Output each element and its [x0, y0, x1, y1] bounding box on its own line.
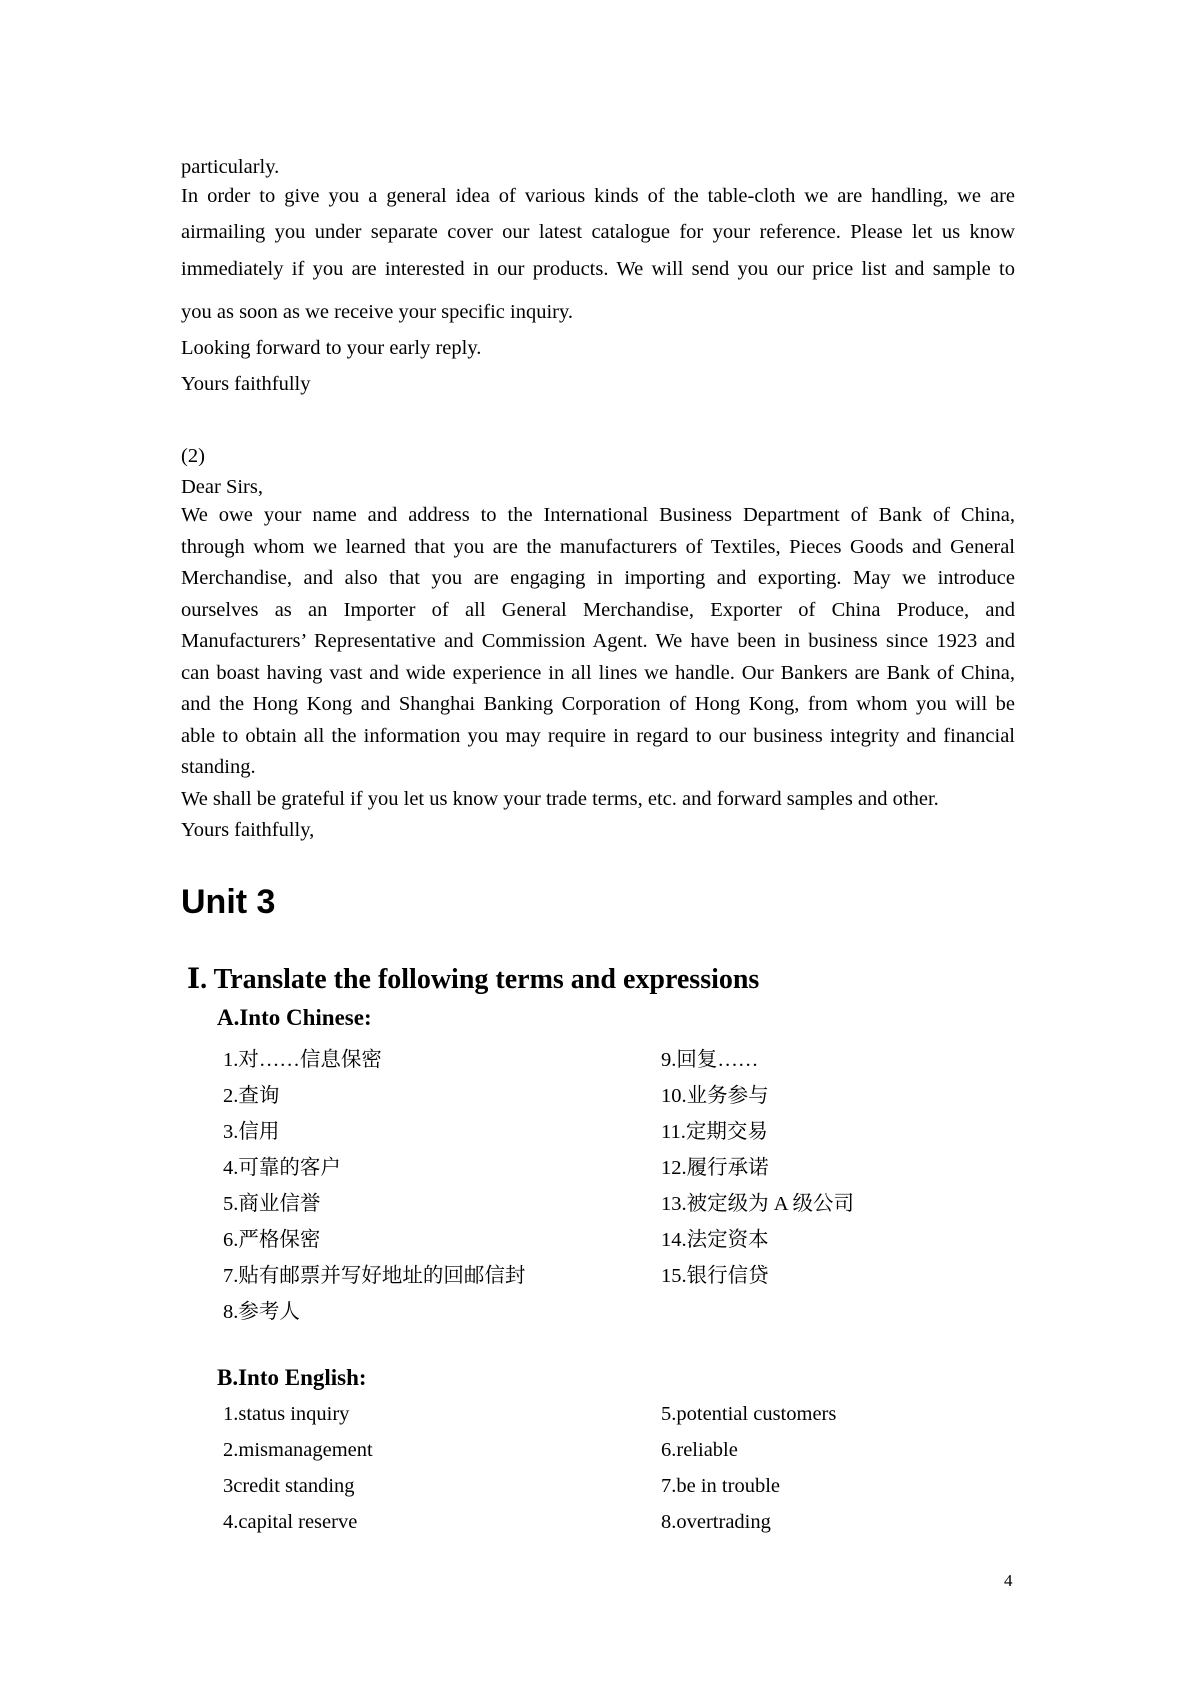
part-b-term: 5.potential customers	[661, 1403, 837, 1425]
part-a-term: 15.银行信贷	[661, 1265, 769, 1287]
letter1-line-2: In order to give you a general idea of various kinds of the table-cloth we are handling, we are	[181, 185, 1015, 207]
letter2-line-9: standing.	[181, 756, 256, 778]
part-a-term: 1.对……信息保密	[223, 1049, 382, 1071]
letter2-line-4: ourselves as an Importer of all General Merchandise, Exporter of China Produce, and	[181, 599, 1015, 621]
letter1-line-4: immediately if you are interested in our products. We will send you our price list and sample to	[181, 258, 1015, 280]
letter2-signoff: Yours faithfully,	[181, 819, 315, 841]
letter2-line-5: Manufacturers’ Representative and Commission Agent. We have been in business since 1923 and	[181, 630, 1015, 652]
letter2-salutation: Dear Sirs,	[181, 476, 263, 498]
letter2-line-6: can boast having vast and wide experience in all lines we handle. Our Bankers are Bank of China,	[181, 662, 1015, 684]
part-b-term: 4.capital reserve	[223, 1511, 358, 1533]
page-number: 4	[1004, 1571, 1013, 1590]
part-a-term: 7.贴有邮票并写好地址的回邮信封	[223, 1265, 526, 1287]
part-a-term: 12.履行承诺	[661, 1157, 769, 1179]
part-b-term: 2.mismanagement	[223, 1439, 373, 1461]
part-a-term: 10.业务参与	[661, 1085, 769, 1107]
part-b-term: 1.status inquiry	[223, 1403, 350, 1425]
part-b-title: B.Into English:	[217, 1365, 367, 1390]
unit-title: Unit 3	[181, 883, 276, 921]
letter2-line-3: Merchandise, and also that you are engaging in importing and exporting. May we introduce	[181, 567, 1015, 589]
part-a-term: 13.被定级为 A 级公司	[661, 1193, 855, 1215]
part-a-term: 3.信用	[223, 1121, 280, 1143]
letter2-line-10: We shall be grateful if you let us know your trade terms, etc. and forward samples and other.	[181, 788, 939, 810]
part-b-term: 8.overtrading	[661, 1511, 771, 1533]
letter1-closing-line: Looking forward to your early reply.	[181, 337, 482, 359]
letter2-line-1: We owe your name and address to the International Business Department of Bank of China,	[181, 504, 1015, 526]
letter1-signoff: Yours faithfully	[181, 373, 311, 395]
letter2-line-8: able to obtain all the information you may require in regard to our business integrity and financial	[181, 725, 1015, 747]
part-a-term: 8.参考人	[223, 1301, 300, 1323]
part-a-title: A.Into Chinese:	[217, 1005, 372, 1030]
letter2-number: (2)	[181, 445, 205, 467]
letter2-line-7: and the Hong Kong and Shanghai Banking Corporation of Hong Kong, from whom you will be	[181, 693, 1015, 715]
part-a-term: 5.商业信誉	[223, 1193, 321, 1215]
part-a-term: 9.回复……	[661, 1049, 759, 1071]
part-a-term: 6.严格保密	[223, 1229, 321, 1251]
part-a-term: 11.定期交易	[661, 1121, 768, 1143]
letter2-line-2: through whom we learned that you are the manufacturers of Textiles, Pieces Goods and General	[181, 536, 1015, 558]
section-title: Ⅰ. Translate the following terms and expressions	[187, 964, 760, 995]
letter1-line-3: airmailing you under separate cover our latest catalogue for your reference. Please let us know	[181, 221, 1015, 243]
part-a-term: 14.法定资本	[661, 1229, 769, 1251]
part-b-term: 6.reliable	[661, 1439, 738, 1461]
part-a-term: 4.可靠的客户	[223, 1157, 341, 1179]
part-b-term: 3credit standing	[223, 1475, 355, 1497]
letter1-line-1: particularly.	[181, 156, 280, 178]
letter1-line-5: you as soon as we receive your specific inquiry.	[181, 301, 574, 323]
part-a-term: 2.查询	[223, 1085, 280, 1107]
part-b-term: 7.be in trouble	[661, 1475, 780, 1497]
